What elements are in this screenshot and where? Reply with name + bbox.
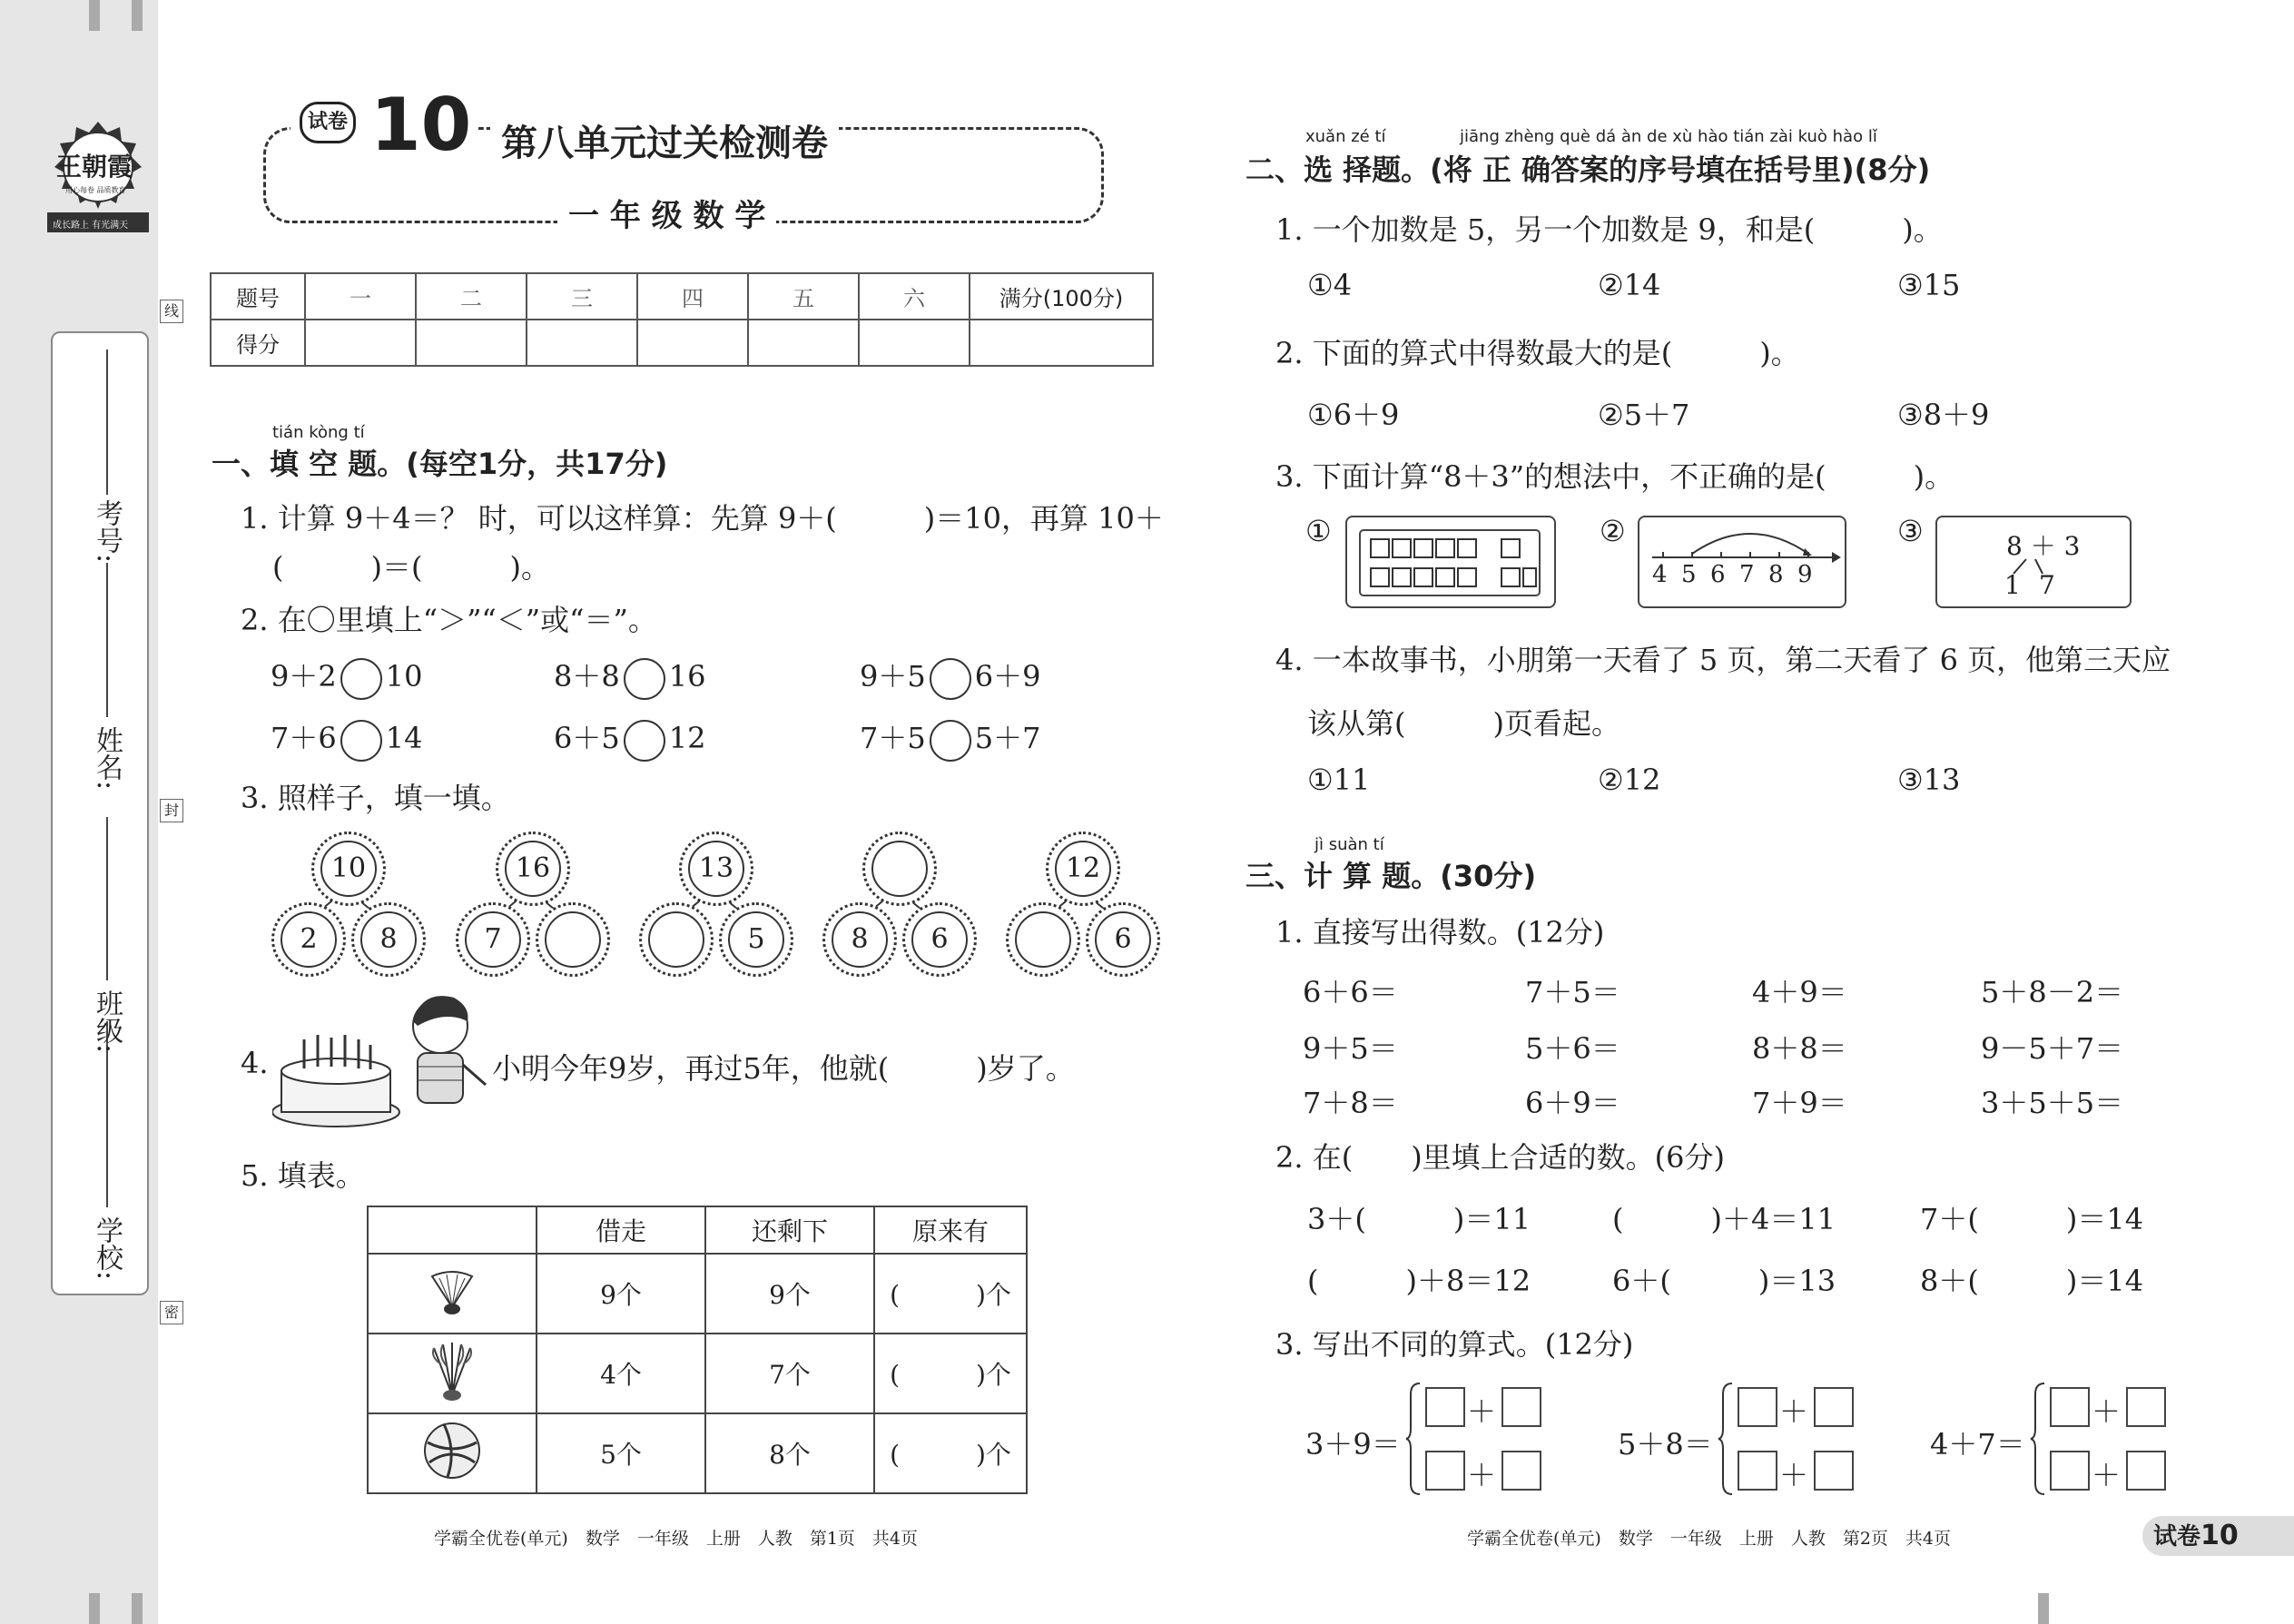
option-mark[interactable]: ① [1305, 514, 1332, 548]
flower-center [545, 911, 601, 968]
question-3-1: 1. 直接写出得数。(12分) [1275, 915, 1605, 950]
table-cell [368, 1334, 537, 1413]
answer-box[interactable] [2050, 1451, 2090, 1491]
footer-right: 学霸全优卷(单元) 数学 一年级 上册 人教 第2页 共4页 [1467, 1529, 1952, 1549]
compare-circle[interactable] [340, 658, 382, 700]
fill-item[interactable]: 3＋( )＝11 [1307, 1202, 1531, 1236]
table-header-cell: 还剩下 [705, 1206, 874, 1254]
fill-item[interactable]: 8＋( )＝14 [1920, 1264, 2144, 1298]
answer-box[interactable] [2126, 1451, 2166, 1491]
question-1-4-number: 4. [241, 1046, 269, 1080]
score-row-score [211, 320, 1153, 366]
table-row [368, 1254, 1027, 1334]
logo-slogan-bottom: 成长路上 有光满天 [53, 221, 129, 231]
question-2-2: 2. 下面的算式中得数最大的是( )。 [1275, 336, 1800, 370]
question-2-4: 4. 一本故事书，小朋第一天看了 5 页，第二天看了 6 页，他第三天应 [1275, 643, 2171, 677]
exam-no-label: 考号: [91, 499, 123, 564]
answer-cell[interactable]: ( )个 [874, 1413, 1027, 1493]
flower-center: 13 [688, 841, 744, 897]
calc-item[interactable]: 5＋6＝ [1525, 1031, 1620, 1066]
plus-sign: ＋ [2092, 1394, 2122, 1429]
class-field[interactable] [106, 817, 108, 980]
question-3-3: 3. 写出不同的算式。(12分) [1275, 1327, 1634, 1362]
number-line-tick: 6 [1710, 561, 1726, 588]
flower-node [456, 902, 530, 977]
seal-char: 密 [160, 1301, 183, 1324]
flower-node [902, 902, 977, 977]
split-expression: 8 ＋ 3 [2006, 531, 2081, 561]
option[interactable]: ②12 [1598, 763, 1661, 797]
table-cell: 9个 [537, 1254, 705, 1334]
ball-icon [420, 1419, 484, 1482]
expression: 5＋8＝ [1618, 1427, 1713, 1462]
table-cell [368, 1413, 537, 1493]
flower-center: 5 [728, 911, 784, 968]
score-cell: 题号 [211, 273, 305, 320]
question-1-2: 2. 在〇里填上“＞”“＜”或“＝”。 [241, 603, 657, 637]
option[interactable]: ③13 [1897, 763, 1961, 797]
expression: 4＋7＝ [1930, 1427, 2025, 1462]
score-cell: 二 [416, 273, 527, 320]
compare-item: 7＋6 14 [271, 715, 422, 762]
section3-pinyin: jì suàn tí [1314, 835, 1384, 854]
answer-box[interactable] [1425, 1451, 1465, 1491]
borrow-table [367, 1206, 1028, 1494]
corner-label: 试卷 [2153, 1523, 2201, 1550]
question-2-4-cont: 该从第( )页看起。 [1307, 706, 1620, 741]
number-line-tick: 9 [1797, 561, 1813, 588]
table-row [368, 1334, 1027, 1413]
question-1-3: 3. 照样子，填一填。 [241, 781, 510, 815]
flower-center: 10 [320, 841, 377, 897]
expression: 3＋9＝ [1305, 1427, 1401, 1462]
score-input[interactable] [637, 320, 748, 366]
option[interactable]: ①6＋9 [1307, 398, 1400, 432]
fill-item[interactable]: 6＋( )＝13 [1612, 1264, 1836, 1298]
answer-cell[interactable]: ( )个 [874, 1254, 1027, 1334]
calc-item[interactable]: 6＋9＝ [1525, 1086, 1620, 1120]
answer-box[interactable] [1501, 1451, 1541, 1491]
footer-left: 学霸全优卷(单元) 数学 一年级 上册 人教 第1页 共4页 [434, 1529, 919, 1549]
compare-circle[interactable] [624, 720, 665, 762]
seal-char: 封 [160, 799, 183, 822]
corner-number: 10 [2200, 1520, 2239, 1551]
answer-box[interactable] [1425, 1387, 1465, 1427]
answer-box[interactable] [1738, 1451, 1777, 1491]
flower-center: 6 [911, 911, 968, 968]
flower-node [311, 832, 386, 906]
split-part: 7 [2039, 570, 2055, 600]
section1-pinyin: tián kòng tí [272, 423, 365, 442]
score-row-header [211, 273, 1153, 320]
flower-node [822, 902, 897, 977]
table-header-cell: 借走 [537, 1206, 705, 1254]
calc-item[interactable]: 3＋5＋5＝ [1981, 1086, 2124, 1120]
calc-item[interactable]: 7＋8＝ [1303, 1086, 1398, 1120]
score-input[interactable] [305, 320, 416, 366]
option[interactable]: ①11 [1307, 763, 1371, 797]
name-label: 姓名: [91, 726, 123, 791]
crop-mark [132, 0, 143, 31]
answer-box[interactable] [1501, 1387, 1541, 1427]
number-line-tick: 4 [1652, 561, 1668, 588]
flower-node [351, 902, 426, 977]
plus-sign: ＋ [2092, 1458, 2122, 1492]
calc-item[interactable]: 6＋6＝ [1303, 975, 1398, 1009]
flower-center: 8 [832, 911, 888, 968]
compare-item: 8＋8 16 [554, 654, 705, 700]
calc-item[interactable]: 9－5＋7＝ [1981, 1031, 2124, 1066]
flower-node [1086, 902, 1160, 977]
option[interactable]: ①4 [1307, 268, 1353, 302]
compare-item: 6＋5 12 [554, 715, 705, 762]
fill-item[interactable]: 7＋( )＝14 [1920, 1202, 2144, 1236]
score-input[interactable] [970, 320, 1153, 366]
table-header-cell: 原来有 [874, 1206, 1027, 1254]
flower-center: 16 [505, 841, 561, 897]
crop-mark [132, 1593, 143, 1624]
calc-item[interactable]: 8＋8＝ [1752, 1031, 1847, 1066]
score-cell: 五 [748, 273, 859, 320]
flower-center: 8 [360, 911, 417, 968]
calc-item[interactable]: 5＋8－2＝ [1981, 975, 2124, 1009]
compare-item: 9＋5 6＋9 [860, 654, 1040, 700]
score-table [210, 272, 1154, 367]
exam-badge: 试卷 [300, 102, 356, 143]
answer-box[interactable] [1738, 1387, 1777, 1427]
flower-center: 12 [1055, 841, 1111, 897]
score-input[interactable] [416, 320, 527, 366]
feather-shuttlecock-icon [425, 1339, 479, 1403]
score-cell: 得分 [211, 320, 305, 366]
flower-node[interactable] [862, 832, 937, 906]
exam-no-field[interactable] [106, 349, 108, 495]
table-cell: 5个 [537, 1413, 705, 1493]
shuttlecock-icon [425, 1264, 479, 1318]
plus-sign: ＋ [1467, 1458, 1497, 1492]
logo-brand: 王朝霞 [56, 152, 133, 182]
question-2-1: 1. 一个加数是 5，另一个加数是 9，和是( )。 [1275, 212, 1943, 247]
flower-center: 7 [465, 911, 521, 968]
table-cell: 8个 [705, 1413, 874, 1493]
brace-icon [2030, 1380, 2048, 1498]
question-1-1-cont: ( )＝( )。 [272, 550, 550, 585]
compare-circle[interactable] [340, 720, 382, 762]
table-cell: 7个 [705, 1334, 874, 1413]
answer-box[interactable] [2050, 1387, 2090, 1427]
split-part: 1 [2004, 570, 2021, 600]
section2-title: 二、选 择题。(将 正 确答案的序号填在括号里)(8分) [1245, 153, 1931, 187]
table-cell: 4个 [537, 1334, 705, 1413]
flower-node[interactable] [536, 902, 610, 977]
question-3-2: 2. 在( )里填上合适的数。(6分) [1275, 1140, 1726, 1175]
page-subtitle: 一 年 级 数 学 [557, 191, 776, 235]
publisher-logo [44, 118, 153, 245]
score-input[interactable] [859, 320, 970, 366]
calc-item[interactable]: 7＋5＝ [1525, 975, 1620, 1009]
school-label: 学校: [91, 1216, 123, 1281]
split-option-box[interactable] [1935, 516, 2132, 608]
score-cell: 三 [527, 273, 637, 320]
table-header-cell [368, 1206, 537, 1254]
option[interactable]: ②5＋7 [1598, 398, 1690, 432]
score-input[interactable] [748, 320, 859, 366]
flower-node [271, 902, 346, 977]
table-cell [368, 1254, 537, 1334]
flower-node[interactable] [1006, 902, 1080, 977]
score-input[interactable] [527, 320, 637, 366]
class-label: 班级: [91, 989, 123, 1054]
calc-item[interactable]: 4＋9＝ [1752, 975, 1847, 1009]
calc-item[interactable]: 9＋5＝ [1303, 1031, 1398, 1066]
compare-circle[interactable] [624, 658, 665, 700]
flower-node[interactable] [639, 902, 714, 977]
section3-title: 三、计 算 题。(30分) [1245, 859, 1537, 893]
plus-sign: ＋ [1779, 1394, 1809, 1429]
table-cell: 9个 [705, 1254, 874, 1334]
table-row [368, 1413, 1027, 1493]
flower-node [1046, 832, 1120, 906]
calc-item[interactable]: 7＋9＝ [1752, 1086, 1847, 1120]
number-line-option-box[interactable] [1638, 516, 1846, 608]
score-cell: 满分(100分) [970, 273, 1153, 320]
flower-node [719, 902, 793, 977]
birthday-boy-cake-icon [272, 985, 490, 1130]
score-cell: 六 [859, 273, 970, 320]
answer-cell[interactable]: ( )个 [874, 1334, 1027, 1413]
crop-mark [89, 0, 100, 31]
option[interactable]: ②14 [1598, 268, 1661, 302]
score-cell: 一 [305, 273, 416, 320]
option-mark[interactable]: ② [1600, 514, 1626, 548]
plus-sign: ＋ [1779, 1458, 1809, 1492]
fill-item[interactable]: ( )＋8＝12 [1307, 1264, 1531, 1298]
flower-center [648, 911, 704, 968]
split-branch-icon [1937, 517, 2130, 606]
number-line-tick: 8 [1768, 561, 1784, 588]
crop-mark [89, 1593, 100, 1624]
page-title: 第八单元过关检测卷 [490, 114, 839, 166]
flower-center: 2 [281, 911, 337, 968]
option[interactable]: ③15 [1897, 268, 1961, 302]
flower-center [1015, 911, 1071, 968]
exam-number: 10 [363, 89, 478, 162]
compare-circle[interactable] [930, 658, 971, 700]
option[interactable]: ③8＋9 [1897, 398, 1990, 432]
student-info-box [51, 331, 149, 1295]
option-mark[interactable]: ③ [1897, 514, 1924, 548]
fill-item[interactable]: ( )＋4＝11 [1612, 1202, 1836, 1236]
brace-icon [1718, 1380, 1736, 1498]
compare-circle[interactable] [930, 720, 971, 762]
flower-node [496, 832, 570, 906]
answer-box[interactable] [2126, 1387, 2166, 1427]
question-1-1: 1. 计算 9＋4＝？ 时，可以这样算：先算 9＋( )＝10，再算 10＋ [241, 501, 1164, 536]
flower-center [871, 841, 928, 897]
score-cell: 四 [637, 273, 748, 320]
flower-center: 6 [1095, 911, 1151, 968]
corner-tab [2142, 1516, 2294, 1556]
seal-char: 线 [160, 300, 183, 323]
name-field[interactable] [106, 563, 108, 717]
compare-item: 9＋2 10 [271, 654, 422, 700]
answer-box[interactable] [1814, 1387, 1854, 1427]
answer-box[interactable] [1814, 1451, 1854, 1491]
blocks-option-box[interactable] [1345, 516, 1556, 608]
section1-title: 一、填 空 题。(每空1分，共17分) [212, 447, 668, 481]
question-1-5: 5. 填表。 [241, 1158, 365, 1193]
brace-icon [1405, 1380, 1423, 1498]
section2-pinyin-b: jiāng zhèng què dá àn de xù hào tián zài kuò hào lǐ [1460, 127, 1877, 146]
logo-slogan-top: 用心每卷 品质教育 [65, 186, 126, 194]
number-line-tick: 7 [1739, 561, 1755, 588]
compare-item: 7＋5 5＋7 [860, 715, 1040, 762]
question-2-3: 3. 下面计算“8＋3”的想法中，不正确的是( )。 [1275, 459, 1954, 494]
question-1-4: 小明今年9岁，再过5年，他就( )岁了。 [492, 1051, 1075, 1086]
flower-node [679, 832, 753, 906]
section2-pinyin-a: xuǎn zé tí [1305, 127, 1386, 146]
plus-sign: ＋ [1467, 1394, 1497, 1429]
cubes-icon [1347, 517, 1554, 606]
number-line-tick: 5 [1681, 561, 1697, 588]
crop-mark [2038, 1593, 2049, 1624]
